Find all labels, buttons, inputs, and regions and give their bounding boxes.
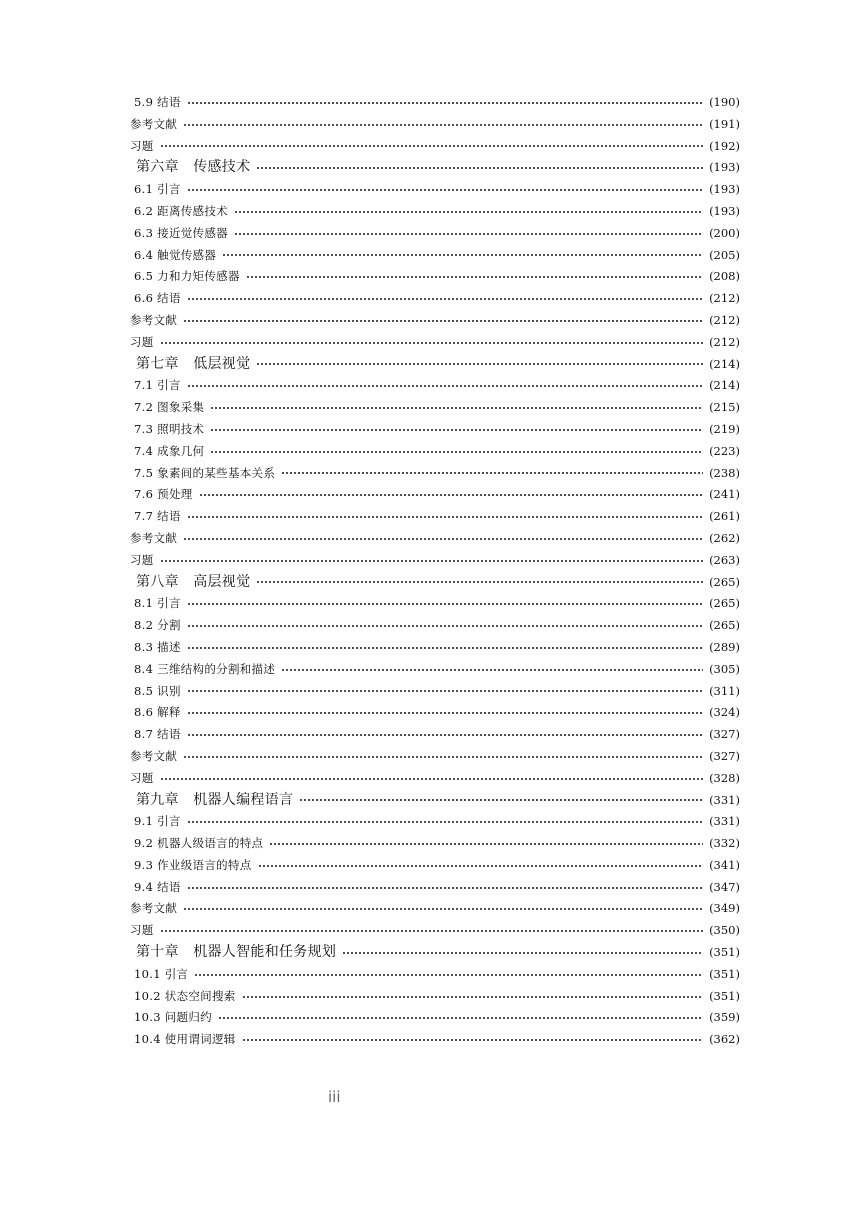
dot-leader [187, 384, 703, 388]
toc-entry-page: (350) [709, 923, 740, 938]
toc-entry [130, 593, 740, 615]
toc-entry-title: 8.7 结语 [134, 727, 181, 742]
toc-entry-page: (305) [709, 661, 740, 676]
dot-leader [210, 406, 703, 410]
toc-entry-title: 8.3 描述 [134, 639, 181, 654]
toc-entry-title: 参考文献 [130, 901, 178, 916]
dot-leader [187, 646, 703, 650]
toc-entry-page: (205) [709, 247, 740, 262]
dot-leader [256, 580, 703, 584]
toc-entry [130, 506, 740, 528]
dot-leader [187, 820, 703, 824]
toc-entry-page: (193) [709, 182, 740, 197]
toc-entry [130, 724, 740, 746]
toc-entry-title: 8.4 三维结构的分割和描述 [134, 661, 276, 676]
toc-entry-title: 8.5 识别 [134, 683, 181, 698]
toc-entry [130, 986, 740, 1008]
dot-leader [269, 842, 703, 846]
dot-leader [194, 973, 703, 977]
toc-entry-title: 6.5 力和力矩传感器 [134, 269, 240, 284]
toc-entry-page: (265) [709, 596, 740, 611]
toc-entry-page: (215) [709, 400, 740, 415]
toc-entry [130, 920, 740, 942]
toc-entry-title: 第八章 高层视觉 [136, 573, 251, 590]
toc-entry-page: (261) [709, 509, 740, 524]
toc-entry-page: (327) [709, 748, 740, 763]
toc-entry [130, 375, 740, 397]
toc-entry [130, 615, 740, 637]
toc-entry-page: (351) [709, 945, 740, 960]
dot-leader [342, 951, 703, 955]
dot-leader [160, 559, 703, 563]
dot-leader [183, 907, 703, 911]
toc-entry-page: (212) [709, 291, 740, 306]
toc-entry [130, 441, 740, 463]
toc-entry [130, 179, 740, 201]
dot-leader [299, 798, 703, 802]
dot-leader [258, 864, 704, 868]
toc-entry [130, 768, 740, 790]
toc-entry [130, 898, 740, 920]
toc-entry [130, 114, 740, 136]
toc-entry-page: (263) [709, 552, 740, 567]
toc-entry-page: (212) [709, 334, 740, 349]
toc-entry-title: 8.6 解释 [134, 705, 181, 720]
toc-entry-title: 8.2 分割 [134, 618, 181, 633]
toc-entry-title: 第六章 传感技术 [136, 159, 251, 176]
toc-entry-title: 参考文献 [130, 748, 178, 763]
toc-entry [130, 245, 740, 267]
toc-chapter-entry [130, 572, 740, 594]
toc-entry [130, 1007, 740, 1029]
toc-entry-title: 参考文献 [130, 312, 178, 327]
toc-entry-title: 7.7 结语 [134, 509, 181, 524]
toc-entry [130, 332, 740, 354]
toc-entry [130, 266, 740, 288]
dot-leader [187, 188, 703, 192]
toc-entry-page: (200) [709, 225, 740, 240]
toc-entry-page: (328) [709, 770, 740, 785]
toc-entry-title: 7.2 图象采集 [134, 400, 205, 415]
dot-leader [187, 624, 703, 628]
toc-entry [130, 136, 740, 158]
toc-entry [130, 659, 740, 681]
toc-entry-title: 10.2 状态空间搜索 [134, 988, 236, 1003]
toc-entry [130, 419, 740, 441]
dot-leader [187, 711, 703, 715]
toc-entry-page: (362) [709, 1032, 740, 1047]
toc-entry-title: 9.2 机器人级语言的特点 [134, 836, 264, 851]
toc-entry-page: (190) [709, 95, 740, 109]
toc-entry-title: 6.4 触觉传感器 [134, 247, 217, 262]
dot-leader [187, 602, 703, 606]
dot-leader [183, 123, 703, 127]
dot-leader [187, 689, 703, 693]
toc-entry-page: (241) [709, 487, 740, 502]
toc-entry-page: (324) [709, 705, 740, 720]
dot-leader [160, 144, 703, 148]
toc-entry-title: 第七章 低层视觉 [136, 355, 251, 372]
toc-entry-title: 7.1 引言 [134, 378, 181, 393]
toc-entry-page: (223) [709, 443, 740, 458]
toc-entry-page: (265) [709, 618, 740, 633]
toc-entry-page: (193) [709, 203, 740, 218]
toc-entry-title: 9.1 引言 [134, 814, 181, 829]
toc-entry [130, 702, 740, 724]
toc-entry [130, 877, 740, 899]
toc-entry-page: (238) [709, 465, 740, 480]
dot-leader [210, 450, 703, 454]
toc-entry-title: 7.4 成象几何 [134, 443, 205, 458]
dot-leader [160, 929, 703, 933]
toc-entry-page: (351) [709, 966, 740, 981]
toc-entry [130, 484, 740, 506]
dot-leader [246, 275, 703, 279]
toc-entry [130, 550, 740, 572]
toc-entry-title: 9.4 结语 [134, 879, 181, 894]
toc-entry-title: 6.6 结语 [134, 291, 181, 306]
page-number-mark: iii [328, 1088, 341, 1106]
toc-entry-title: 6.2 距离传感技术 [134, 203, 228, 218]
dot-leader [234, 210, 703, 214]
toc-entry-title: 8.1 引言 [134, 596, 181, 611]
toc-entry [130, 288, 740, 310]
dot-leader [199, 493, 704, 497]
toc-entry-title: 10.1 引言 [134, 966, 189, 981]
toc-entry [130, 528, 740, 550]
table-of-contents [130, 92, 740, 1051]
dot-leader [281, 471, 703, 475]
toc-chapter-entry [130, 790, 740, 812]
toc-entry [130, 201, 740, 223]
toc-entry-page: (331) [709, 814, 740, 829]
toc-entry-title: 习题 [130, 770, 154, 785]
toc-entry-title: 5.9 结语 [134, 95, 181, 109]
toc-entry-title: 习题 [130, 552, 154, 567]
toc-entry-page: (208) [709, 269, 740, 284]
dot-leader [218, 1016, 703, 1020]
toc-entry [130, 964, 740, 986]
toc-entry-page: (289) [709, 639, 740, 654]
toc-entry-page: (331) [709, 792, 740, 807]
dot-leader [187, 101, 703, 105]
dot-leader [160, 341, 703, 345]
toc-entry-title: 习题 [130, 138, 154, 153]
toc-chapter-entry [130, 157, 740, 179]
toc-entry-page: (191) [709, 116, 740, 131]
toc-entry-title: 6.3 接近觉传感器 [134, 225, 228, 240]
toc-entry [130, 746, 740, 768]
toc-entry [130, 833, 740, 855]
toc-entry [130, 637, 740, 659]
dot-leader [187, 886, 703, 890]
toc-entry-title: 10.3 问题归约 [134, 1010, 212, 1025]
toc-entry [130, 855, 740, 877]
toc-entry-title: 参考文献 [130, 116, 178, 131]
toc-entry [130, 310, 740, 332]
toc-entry [130, 92, 740, 114]
toc-entry-title: 6.1 引言 [134, 182, 181, 197]
dot-leader [183, 755, 703, 759]
toc-entry-page: (219) [709, 421, 740, 436]
toc-entry-page: (262) [709, 530, 740, 545]
toc-entry-page: (327) [709, 727, 740, 742]
toc-entry-page: (214) [709, 378, 740, 393]
toc-entry-page: (332) [709, 836, 740, 851]
toc-entry-title: 习题 [130, 334, 154, 349]
toc-chapter-entry [130, 354, 740, 376]
toc-entry [130, 223, 740, 245]
dot-leader [187, 297, 703, 301]
dot-leader [187, 515, 703, 519]
toc-entry-title: 10.4 使用谓词逻辑 [134, 1032, 236, 1047]
toc-entry [130, 681, 740, 703]
dot-leader [187, 733, 703, 737]
dot-leader [222, 253, 703, 257]
toc-entry-page: (265) [709, 574, 740, 589]
toc-entry-page: (193) [709, 160, 740, 175]
dot-leader [281, 668, 703, 672]
toc-entry [130, 1029, 740, 1051]
toc-entry-page: (214) [709, 356, 740, 371]
toc-entry-title: 7.5 象素间的某些基本关系 [134, 465, 276, 480]
dot-leader [256, 166, 703, 170]
toc-entry-title: 习题 [130, 923, 154, 938]
toc-entry-page: (212) [709, 312, 740, 327]
dot-leader [210, 428, 703, 432]
toc-entry-page: (349) [709, 901, 740, 916]
toc-entry-page: (311) [709, 683, 740, 698]
toc-chapter-entry [130, 942, 740, 964]
toc-entry-title: 7.6 预处理 [134, 487, 193, 502]
toc-entry-page: (359) [709, 1010, 740, 1025]
dot-leader [183, 537, 703, 541]
toc-entry-page: (192) [709, 138, 740, 153]
dot-leader [242, 1038, 704, 1042]
toc-entry-title: 7.3 照明技术 [134, 421, 205, 436]
dot-leader [160, 777, 703, 781]
dot-leader [234, 232, 703, 236]
toc-entry-title: 9.3 作业级语言的特点 [134, 857, 252, 872]
dot-leader [256, 362, 703, 366]
dot-leader [242, 995, 704, 999]
toc-entry-title: 第九章 机器人编程语言 [136, 791, 294, 808]
toc-entry-page: (341) [709, 857, 740, 872]
toc-entry [130, 811, 740, 833]
dot-leader [183, 319, 703, 323]
toc-entry [130, 463, 740, 485]
toc-entry-page: (351) [709, 988, 740, 1003]
toc-entry-title: 参考文献 [130, 530, 178, 545]
toc-entry-page: (347) [709, 879, 740, 894]
toc-entry [130, 397, 740, 419]
toc-entry-title: 第十章 机器人智能和任务规划 [136, 944, 337, 961]
